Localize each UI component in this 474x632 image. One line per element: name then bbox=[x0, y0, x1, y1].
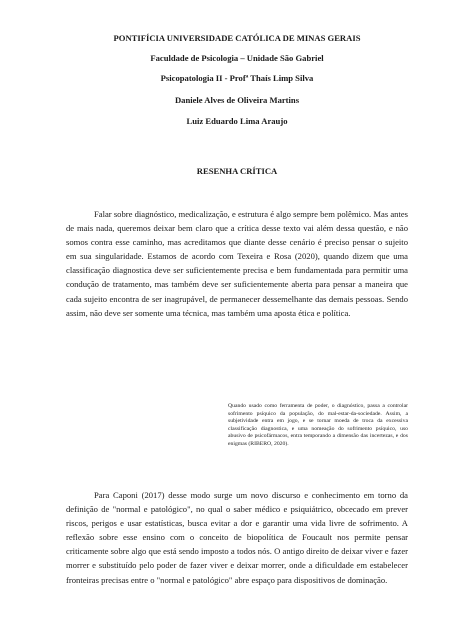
course-name: Psicopatologia II - Profª Thaís Limp Silva bbox=[160, 73, 314, 83]
paragraph-text: Para Caponi (2017) desse modo surge um novo discurso e conhecimento em torno da definição de "normal e patológico", no qual o saber médico e psiquiátrico, obcecado em prever riscos, perigos e usar estatísticas, busca evitar a dor e garantir uma vida livre de sofrimento. A reflexão sobre esse ensino com o conceito de biopolítica de Foucault nos permite pensar criticamente sobre algo que está sendo imposto a todos nós. O antigo direito de deixar viver e fazer morrer e substituído pelo poder de fazer viver e deixar morrer, onde a dificuldade em estabelecer fronteiras precisas entre o "normal e patológico" abre espaço para dispositivos de dominação. bbox=[66, 490, 408, 585]
author-name: Daniele Alves de Oliveira Martins bbox=[174, 95, 300, 105]
author-name: Luiz Eduardo Lima Araujo bbox=[186, 116, 288, 126]
block-quote: Quando usado como ferramenta de poder, o diagnóstico, passa a controlar sofrimento psíquico da população, do mal-estar-da-sociedade. Assim, a subjetividade entra em jogo, e se tornar moeda de troca da excessiva classificação diagnostica, e uma nomeação do sofrimento psíquico, uso abusivo de psicofármacos, entra temporando a dimensão das incertezas, e dos enigmas (RIBERO, 2020). bbox=[228, 403, 408, 447]
university-name: PONTIFÍCIA UNIVERSIDADE CATÓLICA DE MINAS GERAIS bbox=[113, 33, 361, 43]
body-paragraph bbox=[66, 207, 408, 320]
paragraph-text: Falar sobre diagnóstico, medicalização, e estrutura é algo sempre bem polêmico. Mas antes de mais nada, queremos deixar bem claro que a crítica desse texto vai além dessa questão, e não somos contra esse caminho, mas acreditamos que diante desse cenário é preciso pensar o sujeito em sua singularidade. Estamos de acordo com Texeira e Rosa (2020), quando dizem que uma classificação diagnostica deve ser suficientemente precisa e bem fundamentada para permitir uma condução de tratamento, mas também deve ser suficientemente aberta para pensar a maneira que cada sujeito encontra de ser inagrupável, de permanecer dessemelhante das demais pessoas. Sendo assim, não deve ser somente uma técnica, mas também uma aposta ética e política. bbox=[66, 209, 408, 318]
document-title: RESENHA CRÍTICA bbox=[196, 166, 278, 176]
faculty-name: Faculdade de Psicologia – Unidade São Gabriel bbox=[150, 53, 324, 63]
body-paragraph bbox=[66, 488, 408, 587]
